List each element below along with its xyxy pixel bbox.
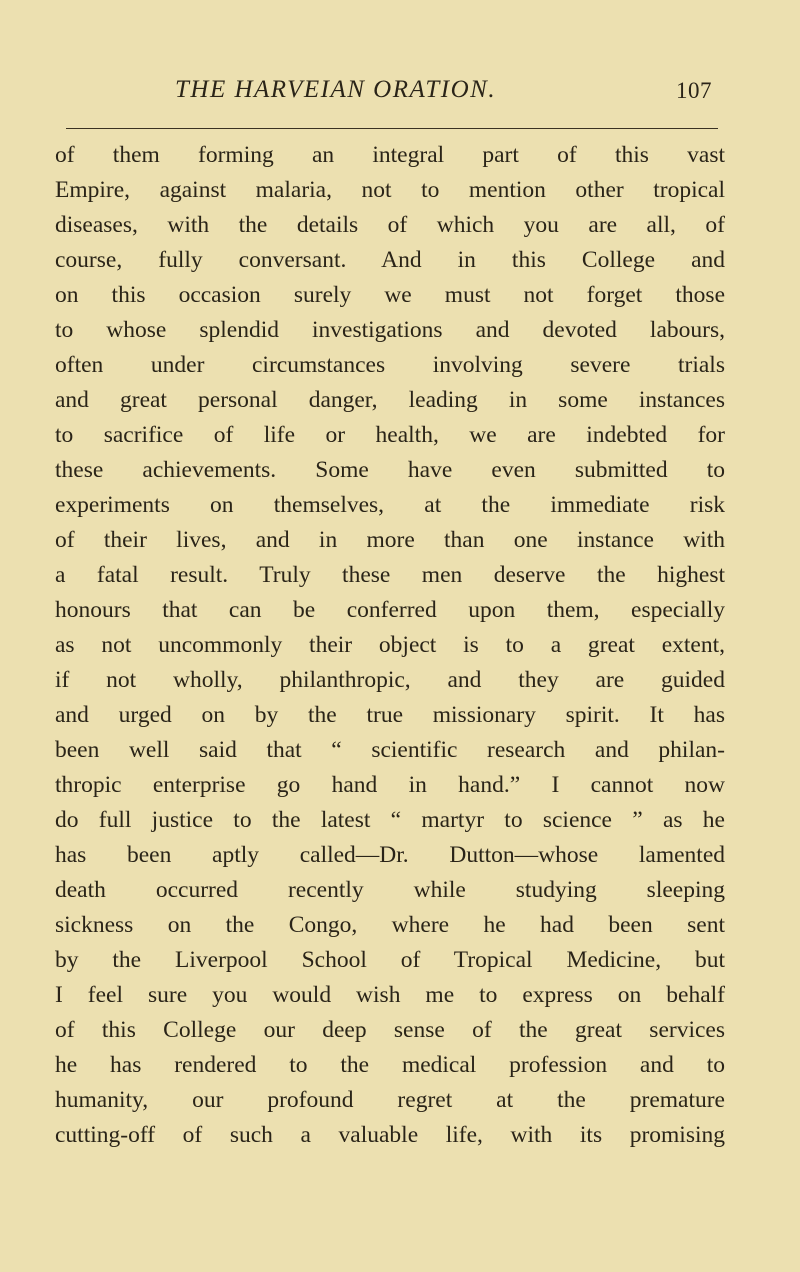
text-line: been well said that “ scientific research and philan- bbox=[55, 737, 725, 763]
text-line: thropic enterprise go hand in hand.” I cannot now bbox=[55, 772, 725, 798]
running-head bbox=[0, 76, 800, 116]
text-line: humanity, our profound regret at the premature bbox=[55, 1087, 725, 1113]
text-line: of their lives, and in more than one instance with bbox=[55, 527, 725, 553]
body-text bbox=[55, 138, 725, 1153]
text-line: death occurred recently while studying sleeping bbox=[55, 877, 725, 903]
text-line: cutting-off of such a valuable life, with its promising bbox=[55, 1122, 725, 1148]
text-line: honours that can be conferred upon them, especially bbox=[55, 597, 725, 623]
text-line: I feel sure you would wish me to express on behalf bbox=[55, 982, 725, 1008]
text-line: and great personal danger, leading in some instances bbox=[55, 387, 725, 413]
text-line: by the Liverpool School of Tropical Medicine, but bbox=[55, 947, 725, 973]
text-line: these achievements. Some have even submitted to bbox=[55, 457, 725, 483]
text-line: do full justice to the latest “ martyr to science ” as he bbox=[55, 807, 725, 833]
text-line: a fatal result. Truly these men deserve the highest bbox=[55, 562, 725, 588]
text-line: experiments on themselves, at the immediate risk bbox=[55, 492, 725, 518]
text-line: sickness on the Congo, where he had been sent bbox=[55, 912, 725, 938]
text-line: to whose splendid investigations and devoted labours, bbox=[55, 317, 725, 343]
text-line: as not uncommonly their object is to a great extent, bbox=[55, 632, 725, 658]
text-line: and urged on by the true missionary spirit. It has bbox=[55, 702, 725, 728]
text-line: Empire, against malaria, not to mention other tropical bbox=[55, 177, 725, 203]
header-rule bbox=[66, 128, 718, 129]
text-line: course, fully conversant. And in this College and bbox=[55, 247, 725, 273]
text-line: to sacrifice of life or health, we are indebted for bbox=[55, 422, 725, 448]
text-line: has been aptly called—Dr. Dutton—whose lamented bbox=[55, 842, 725, 868]
page-number: 107 bbox=[676, 78, 712, 103]
text-line: often under circumstances involving severe trials bbox=[55, 352, 725, 378]
text-line: if not wholly, philanthropic, and they are guided bbox=[55, 667, 725, 693]
running-title: THE HARVEIAN ORATION. bbox=[175, 76, 497, 103]
text-line: he has rendered to the medical profession and to bbox=[55, 1052, 725, 1078]
text-line: diseases, with the details of which you are all, of bbox=[55, 212, 725, 238]
text-line: on this occasion surely we must not forget those bbox=[55, 282, 725, 308]
text-line: of this College our deep sense of the great services bbox=[55, 1017, 725, 1043]
text-line: of them forming an integral part of this vast bbox=[55, 142, 725, 168]
